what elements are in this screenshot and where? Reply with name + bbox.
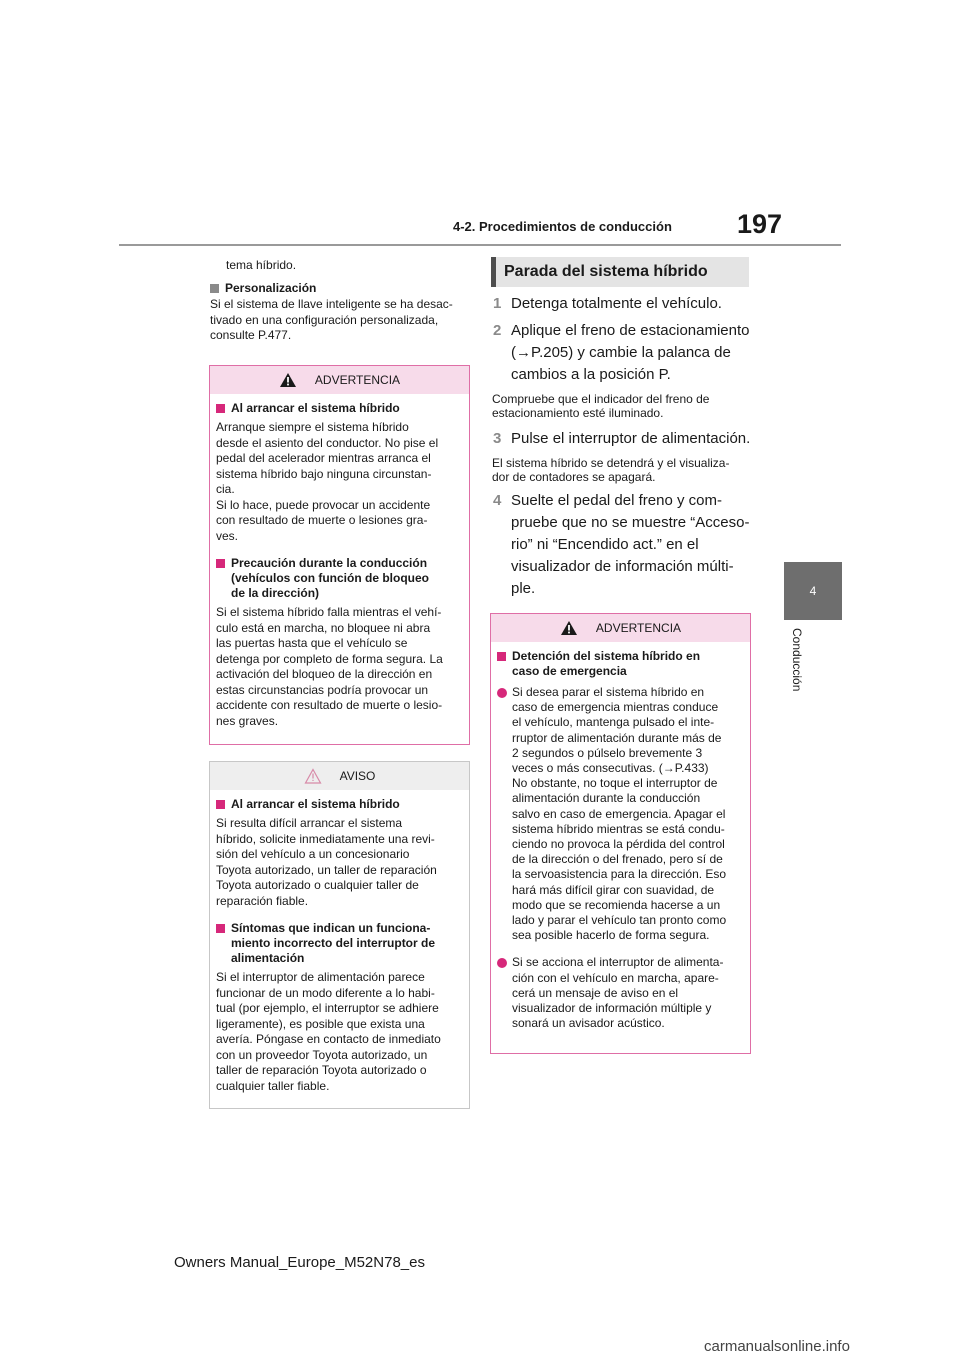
- warning-triangle-icon: [279, 372, 297, 388]
- notice-header: [210, 762, 469, 790]
- warning-box-left: [209, 365, 470, 745]
- warning-header: [491, 614, 750, 642]
- notice-box-left: [209, 761, 470, 1109]
- warning-label: ADVERTENCIA: [595, 621, 682, 635]
- bullet-square-icon: [216, 800, 225, 809]
- notice-heading-start: Al arrancar el sistema híbrido: [216, 797, 463, 812]
- step-4: 4 Suelte el pedal del freno y com- pruebe que no se muestre “Acceso- rio” ni “Encendido act.” en el visualizador de información múlti- ple.: [493, 492, 750, 597]
- section-banner: Parada del sistema híbrido: [491, 257, 749, 287]
- section-title: 4-2. Procedimientos de conducción: [453, 219, 672, 234]
- bullet-square-icon: [216, 559, 225, 568]
- step-3: 3 Pulse el interruptor de alimentación.: [493, 430, 751, 447]
- warning-label: ADVERTENCIA: [314, 373, 401, 387]
- footer-text: Owners Manual_Europe_M52N78_es: [174, 1254, 425, 1271]
- warning-heading-driving: Precaución durante la conducción (vehículos con función de bloqueo de la dirección): [216, 556, 463, 601]
- header-rule: [119, 244, 841, 246]
- notice-label: AVISO: [339, 769, 376, 783]
- bullet-square-icon: [216, 404, 225, 413]
- warning-header: [210, 366, 469, 394]
- continued-text: tema híbrido.: [226, 258, 297, 272]
- personalization-body: Si el sistema de llave inteligente se ha desac- tivado en una configuración personalizada, consulte P.477.: [210, 297, 453, 342]
- page-number: 197: [737, 209, 783, 239]
- notice-body-start: Si resulta difícil arrancar el sistema híbrido, solicite inmediatamente una revi- sión del vehículo a un concesionario Toyota autorizado, un taller de reparación Toyota autorizado o cualquier taller de reparación fiable.: [216, 816, 437, 908]
- step-1: 1 Detenga totalmente el vehículo.: [493, 295, 722, 312]
- warning-heading-start: Al arrancar el sistema híbrido: [216, 401, 463, 416]
- step-2-note: Compruebe que el indicador del freno de estacionamiento esté iluminado.: [492, 392, 710, 420]
- warning-bullet-emergency: Si desea parar el sistema híbrido en caso de emergencia mientras conduce el vehículo, mantenga pulsado el inte- rruptor de alimentación durante más de 2 segundos o púlselo brevemente 3 veces o más consecutivas. (→P.433) No obstante, no toque el interruptor de alimentación durante la conducción salvo en caso de emergencia. Apagar el sistema híbrido mientras se está condu- ciendo no provoca la pérdida del control de la dirección o del frenado, pero sí de la servoasistencia para la dirección. Eso hará más difícil girar con suavidad, de modo que se recomienda hacerse a un lado y parar el vehículo tan pronto como sea posible hacerlo de forma segura.: [497, 685, 744, 943]
- chapter-tab: 4: [784, 562, 842, 620]
- personalization-heading: Personalización: [210, 281, 316, 296]
- bullet-square-icon: [216, 924, 225, 933]
- warning-triangle-icon: [560, 620, 578, 636]
- banner-accent-bar: [491, 257, 496, 287]
- warning-body-start: Arranque siempre el sistema híbrido desde el asiento del conductor. No pise el pedal del acelerador mientras arranca el sistema híbrido bajo ninguna circunstan- cia. Si lo hace, puede provocar un accidente con resultado de muerte o lesiones gra- ves.: [216, 420, 439, 543]
- watermark: carmanualsonline.info: [704, 1338, 850, 1355]
- bullet-dot-icon: [497, 688, 507, 698]
- step-2: 2 Aplique el freno de estacionamiento (→P.205) y cambie la palanca de cambios a la posición P.: [493, 322, 750, 383]
- warning-body-driving: Si el sistema híbrido falla mientras el vehí- culo está en marcha, no bloquee ni abra las puertas hasta que el vehículo se detenga por completo de forma segura. La activación del bloqueo de la dirección en estas circunstancias podría provocar un accidente con resultado de muerte o lesio- nes graves.: [216, 605, 443, 728]
- bullet-square-icon: [210, 284, 219, 293]
- warning-box-right: [490, 613, 751, 1054]
- warning-bullet-message: Si se acciona el interruptor de alimenta- ción con el vehículo en marcha, apare- cerá un mensaje de aviso en el visualizador de información múltiple y sonará un avisador acústico.: [497, 955, 744, 1031]
- bullet-dot-icon: [497, 958, 507, 968]
- step-3-note: El sistema híbrido se detendrá y el visualiza- dor de contadores se apagará.: [492, 456, 730, 484]
- notice-body-switch: Si el interruptor de alimentación parece funcionar de un modo diferente a lo habi- tual (por ejemplo, el interruptor se adhiere ligeramente), es posible que exista una avería. Póngase en contacto de inmediato con un proveedor Toyota autorizado, un taller de reparación Toyota autorizado o cualquier taller fiable.: [216, 970, 441, 1093]
- caution-triangle-icon: [304, 768, 322, 784]
- warning-heading-emergency: Detención del sistema híbrido en caso de emergencia: [497, 649, 744, 679]
- bullet-square-icon: [497, 652, 506, 661]
- notice-heading-switch: Síntomas que indican un funciona- miento incorrecto del interruptor de alimentación: [216, 921, 463, 966]
- chapter-label: Conducción: [790, 628, 804, 692]
